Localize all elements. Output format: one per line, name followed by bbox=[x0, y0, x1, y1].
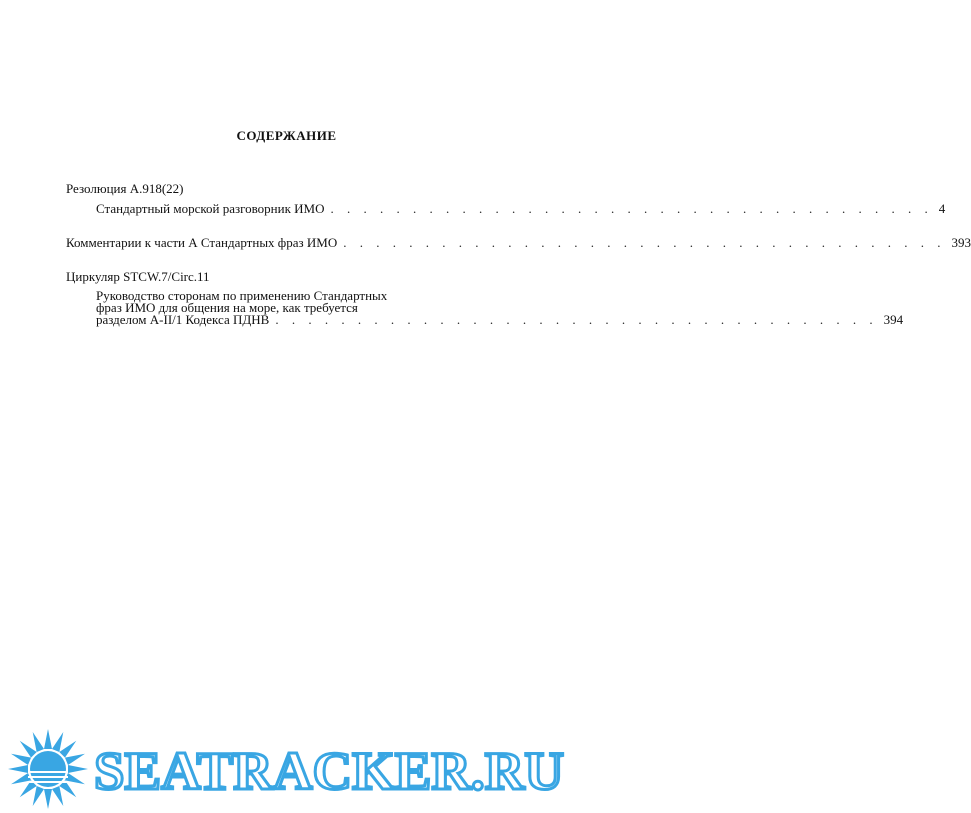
page-number: 4 bbox=[938, 201, 946, 216]
section-heading: Резолюция A.918(22) bbox=[66, 181, 184, 196]
entry-line: Руководство сторонам по применению Стандартных bbox=[96, 288, 388, 303]
toc-section-resolution bbox=[66, 181, 946, 216]
section-heading: Циркуляр STCW.7/Circ.11 bbox=[66, 269, 210, 284]
entry-title: разделом A-II/1 Кодекса ПДНВ bbox=[96, 312, 270, 327]
leader-dots: . . . . . . . . . . . . . . . . . . . . . . . . . . . . . . . . . . . . . bbox=[330, 201, 933, 216]
page-number: 393 bbox=[951, 235, 971, 250]
sun-icon bbox=[8, 729, 88, 809]
page-number: 394 bbox=[883, 312, 904, 327]
leader-dots: . . . . . . . . . . . . . . . . . . . . . . . . . . . . . . . . . . . . . bbox=[275, 312, 878, 327]
watermark-logo bbox=[6, 725, 566, 805]
watermark-text: SEATRACKER.RU bbox=[94, 741, 564, 801]
toc-entry-row[interactable] bbox=[66, 201, 946, 216]
leader-dots: . . . . . . . . . . . . . . . . . . . . . . . . . . . . . . . . . . . . . bbox=[343, 235, 946, 250]
toc-entry-block[interactable] bbox=[66, 288, 904, 327]
toc-section-comments bbox=[66, 235, 971, 250]
toc-entry-row bbox=[96, 312, 904, 327]
entry-line: фраз ИМО для общения на море, как требуется bbox=[96, 300, 358, 315]
page-title: СОДЕРЖАНИЕ bbox=[236, 128, 337, 143]
toc-entry-row[interactable] bbox=[66, 235, 971, 250]
section-heading: Комментарии к части А Стандартных фраз ИМО bbox=[66, 235, 338, 250]
entry-title: Стандартный морской разговорник ИМО bbox=[96, 201, 325, 216]
toc-section-circular bbox=[66, 269, 904, 327]
